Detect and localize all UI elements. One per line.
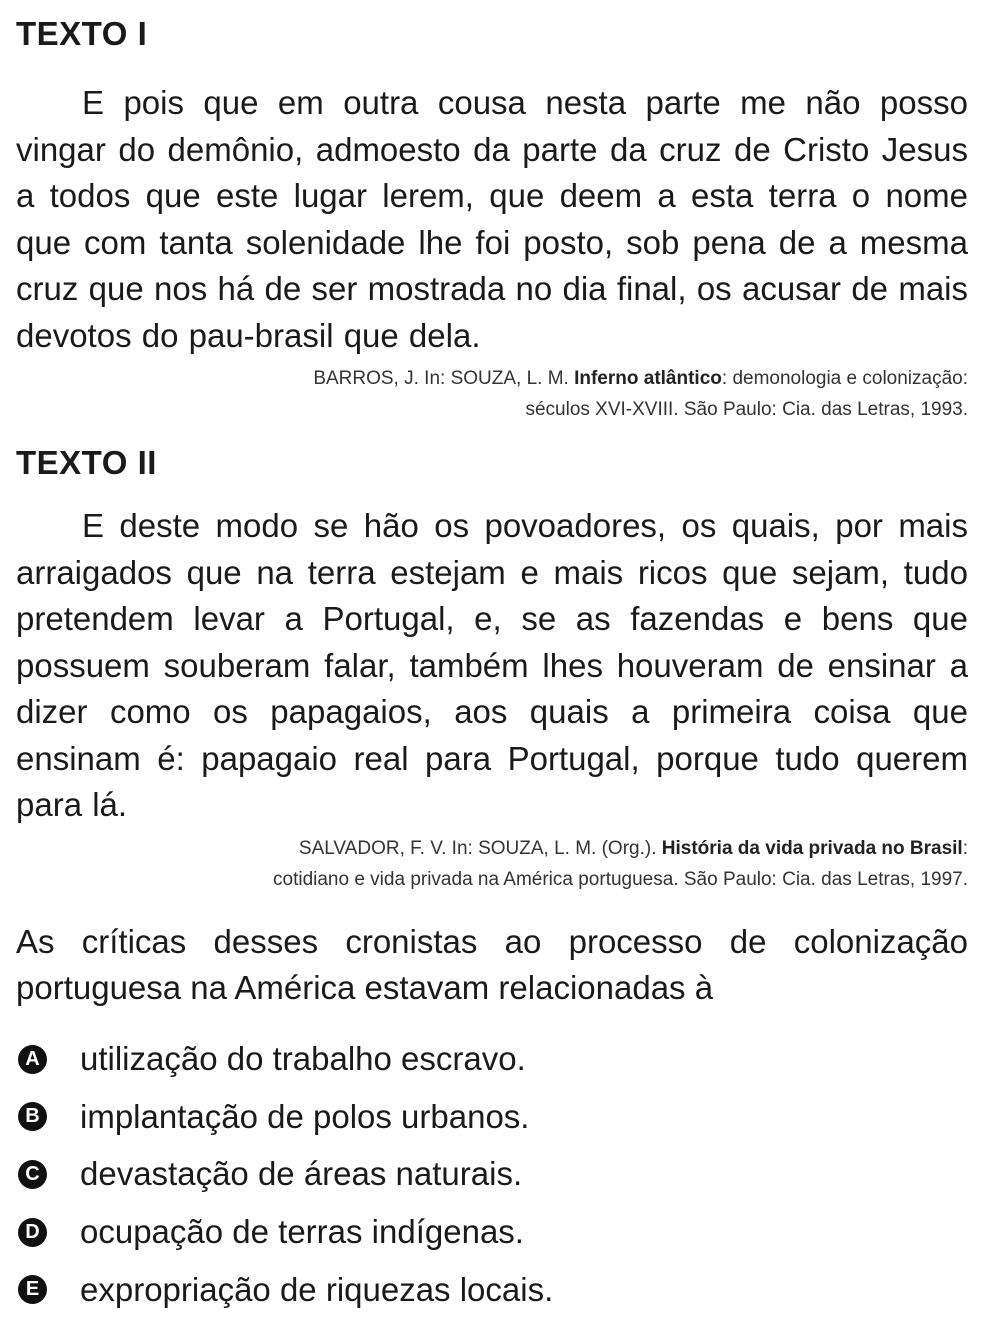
option-a-text: utilização do trabalho escravo. [80,1040,526,1078]
texto-2-source-title: História da vida privada no Brasil [661,837,963,859]
option-d-text: ocupação de terras indígenas. [80,1213,524,1251]
answer-options [16,1031,968,1319]
option-d[interactable] [16,1203,968,1261]
texto-1-source-suffix: : demonologia e colonização: [721,368,968,389]
option-b-text: implantação de polos urbanos. [80,1097,530,1135]
texto-2-source [16,833,968,895]
texto-1-source-line-2: séculos XVI-XVIII. São Paulo: Cia. das Letras, 1993. [525,399,968,420]
option-c-text: devastação de áreas naturais. [80,1155,523,1193]
option-a-letter-icon: A [18,1045,47,1074]
texto-2-source-suffix: : [962,837,968,859]
texto-2-source-prefix: SALVADOR, F. V. In: SOUZA, L. M. (Org.). [298,837,662,859]
option-e-letter-icon: E [18,1275,47,1304]
texto-1-heading: TEXTO I [16,15,148,52]
texto-1-paragraph: E pois que em outra cousa nesta parte me não posso vingar do demônio, admoesto da parte da cruz de Cristo Jesus a todos que este lugar lerem, que deem a esta terra o nome que com tanta solenidade lhe foi posto, sob pena de a mesma cruz que nos há de ser mostrada no dia final, os acusar de mais devotos do pau-brasil que dela. [16,84,968,354]
texto-2-source-line-2: cotidiano e vida privada na América portuguesa. São Paulo: Cia. das Letras, 1997. [273,868,968,890]
texto-1-source-title: Inferno atlântico [574,368,722,389]
question-stem: As críticas desses cronistas ao processo de colonização portuguesa na América estavam relacionadas à [16,922,968,1006]
option-b-letter-icon: B [18,1102,47,1131]
option-c[interactable] [16,1146,968,1204]
option-b[interactable] [16,1088,968,1146]
texto-1-source-line-1 [16,363,968,394]
texto-2-paragraph: E deste modo se hão os povoadores, os quais, por mais arraigados que na terra estejam e mais ricos que sejam, tudo pretendem levar a Portugal, e, se as fazendas e bens que possuem souberam falar, também lhes houveram de ensinar a dizer como os papagaios, aos quais a primeira coisa que ensinam é: papagaio real para Portugal, porque tudo querem para lá. [16,507,968,823]
option-c-letter-icon: C [18,1160,47,1189]
option-d-letter-icon: D [18,1218,47,1247]
texto-2-source-line-1 [16,833,968,864]
option-a[interactable] [16,1031,968,1089]
texto-1-source-prefix: BARROS, J. In: SOUZA, L. M. [313,368,575,389]
texto-2-heading: TEXTO II [16,444,157,481]
texto-1-source [16,363,968,425]
option-e-text: expropriação de riquezas locais. [80,1270,554,1308]
option-e[interactable] [16,1261,968,1319]
